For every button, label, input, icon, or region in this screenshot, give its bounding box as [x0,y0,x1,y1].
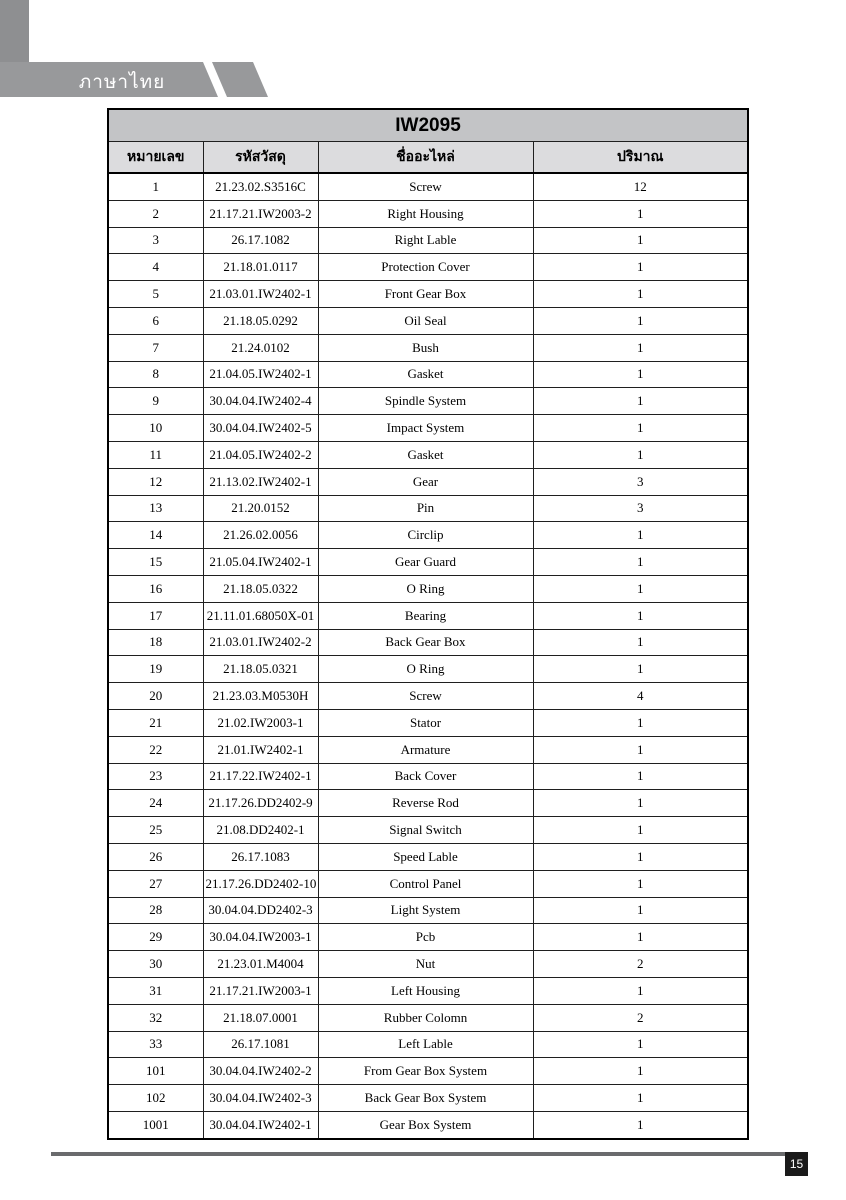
table-cell: Protection Cover [318,254,533,281]
table-cell: 17 [108,602,203,629]
table-row [108,683,748,710]
table-cell: 21.17.26.DD2402-9 [203,790,318,817]
table-cell: 21.05.04.IW2402-1 [203,549,318,576]
table-cell: 26.17.1082 [203,227,318,254]
table-cell: Gasket [318,361,533,388]
table-cell: 28 [108,897,203,924]
table-cell: 1 [533,1031,748,1058]
table-row [108,549,748,576]
table-cell: 21.24.0102 [203,334,318,361]
table-title-row [108,109,748,142]
table-cell: 5 [108,281,203,308]
table-body [108,173,748,1139]
table-cell: 8 [108,361,203,388]
table-cell: From Gear Box System [318,1058,533,1085]
table-cell: 21.18.05.0292 [203,307,318,334]
table-cell: 30.04.04.DD2402-3 [203,897,318,924]
table-cell: 21.17.21.IW2003-2 [203,200,318,227]
table-cell: 33 [108,1031,203,1058]
table-cell: 21.04.05.IW2402-1 [203,361,318,388]
table-cell: 23 [108,763,203,790]
table-row [108,709,748,736]
table-row [108,629,748,656]
table-cell: 24 [108,790,203,817]
table-cell: 18 [108,629,203,656]
table-cell: Stator [318,709,533,736]
table-cell: 3 [533,468,748,495]
table-cell: Armature [318,736,533,763]
table-cell: 22 [108,736,203,763]
column-header-part-name: ชื่ออะไหล่ [318,142,533,174]
language-banner-label: ภาษาไทย [78,72,166,93]
table-cell: 1 [533,254,748,281]
page-number-badge: 15 [785,1152,808,1176]
table-cell: 26 [108,843,203,870]
table-cell: Reverse Rod [318,790,533,817]
table-cell: 4 [533,683,748,710]
table-cell: 20 [108,683,203,710]
table-cell: 21.08.DD2402-1 [203,817,318,844]
table-cell: 30.04.04.IW2402-1 [203,1111,318,1138]
table-cell: 2 [533,951,748,978]
table-cell: 30 [108,951,203,978]
table-row [108,817,748,844]
table-cell: 21.20.0152 [203,495,318,522]
column-header-quantity: ปริมาณ [533,142,748,174]
table-cell: Pin [318,495,533,522]
table-cell: 9 [108,388,203,415]
table-row [108,334,748,361]
header-decoration [0,0,300,110]
table-row [108,227,748,254]
table-cell: 12 [108,468,203,495]
table-cell: 1 [533,522,748,549]
table-cell: 1 [533,736,748,763]
table-cell: 1 [533,629,748,656]
table-cell: 2 [108,200,203,227]
table-cell: 1 [108,173,203,200]
table-cell: 1 [533,843,748,870]
table-row [108,281,748,308]
table-cell: 30.04.04.IW2003-1 [203,924,318,951]
table-row [108,602,748,629]
table-cell: 16 [108,575,203,602]
table-cell: 3 [533,495,748,522]
column-header-number: หมายเลข [108,142,203,174]
table-cell: 3 [108,227,203,254]
table-cell: Bearing [318,602,533,629]
table-row [108,522,748,549]
table-cell: 102 [108,1085,203,1112]
table-cell: Spindle System [318,388,533,415]
table-cell: Gear [318,468,533,495]
table-cell: 26.17.1081 [203,1031,318,1058]
table-cell: 6 [108,307,203,334]
table-row [108,307,748,334]
table-cell: 26.17.1083 [203,843,318,870]
table-row [108,763,748,790]
table-cell: O Ring [318,575,533,602]
table-cell: 1 [533,575,748,602]
table-cell: 1 [533,763,748,790]
table-cell: 21.03.01.IW2402-1 [203,281,318,308]
table-cell: 7 [108,334,203,361]
table-cell: 21.18.01.0117 [203,254,318,281]
table-cell: 21.23.03.M0530H [203,683,318,710]
table-cell: Gear Guard [318,549,533,576]
table-cell: 1 [533,790,748,817]
table-cell: 21.18.05.0322 [203,575,318,602]
table-cell: 19 [108,656,203,683]
table-cell: Right Housing [318,200,533,227]
table-cell: Control Panel [318,870,533,897]
table-cell: 21.01.IW2402-1 [203,736,318,763]
table-cell: Left Housing [318,977,533,1004]
table-cell: 1 [533,602,748,629]
table-cell: Left Lable [318,1031,533,1058]
table-cell: 1 [533,200,748,227]
table-cell: 1 [533,441,748,468]
table-cell: Speed Lable [318,843,533,870]
table-row [108,468,748,495]
table-row [108,495,748,522]
table-cell: Impact System [318,415,533,442]
table-cell: Back Cover [318,763,533,790]
table-cell: 32 [108,1004,203,1031]
table-cell: 1 [533,549,748,576]
table-cell: 1 [533,334,748,361]
table-cell: Back Gear Box System [318,1085,533,1112]
table-row [108,415,748,442]
table-cell: 1 [533,897,748,924]
footer-rule [51,1152,807,1156]
table-cell: 13 [108,495,203,522]
table-row [108,951,748,978]
parts-table [107,108,749,1140]
table-row [108,1111,748,1138]
table-row [108,388,748,415]
table-cell: O Ring [318,656,533,683]
table-cell: Bush [318,334,533,361]
table-row [108,924,748,951]
table-cell: 2 [533,1004,748,1031]
table-cell: Right Lable [318,227,533,254]
table-cell: 11 [108,441,203,468]
table-cell: 1 [533,361,748,388]
table-cell: Light System [318,897,533,924]
table-cell: Gasket [318,441,533,468]
table-row [108,790,748,817]
table-cell: 10 [108,415,203,442]
table-cell: 21.23.01.M4004 [203,951,318,978]
column-header-material-code: รหัสวัสดุ [203,142,318,174]
table-row [108,656,748,683]
table-cell: 21.17.22.IW2402-1 [203,763,318,790]
table-cell: 21.18.07.0001 [203,1004,318,1031]
table-cell: 1 [533,1111,748,1138]
table-cell: 21.17.26.DD2402-10 [203,870,318,897]
table-cell: 1 [533,924,748,951]
table-cell: Nut [318,951,533,978]
table-cell: 21.11.01.68050X-01 [203,602,318,629]
table-cell: 12 [533,173,748,200]
table-cell: Rubber Colomn [318,1004,533,1031]
table-cell: 4 [108,254,203,281]
table-cell: 21 [108,709,203,736]
table-cell: 1 [533,817,748,844]
table-title: IW2095 [108,109,748,142]
table-cell: Screw [318,173,533,200]
table-row [108,441,748,468]
table-cell: 30.04.04.IW2402-2 [203,1058,318,1085]
table-cell: Front Gear Box [318,281,533,308]
table-cell: Signal Switch [318,817,533,844]
table-cell: 21.26.02.0056 [203,522,318,549]
table-cell: 1 [533,1058,748,1085]
table-cell: Pcb [318,924,533,951]
table-cell: 27 [108,870,203,897]
table-cell: 15 [108,549,203,576]
table-cell: 29 [108,924,203,951]
table-cell: 1 [533,709,748,736]
table-row [108,361,748,388]
table-cell: 21.04.05.IW2402-2 [203,441,318,468]
column-header-row [108,142,748,174]
table-row [108,1058,748,1085]
table-cell: Back Gear Box [318,629,533,656]
table-cell: 21.17.21.IW2003-1 [203,977,318,1004]
table-cell: Circlip [318,522,533,549]
table-row [108,736,748,763]
table-cell: 30.04.04.IW2402-4 [203,388,318,415]
table-row [108,1031,748,1058]
table-cell: 21.02.IW2003-1 [203,709,318,736]
banner-stripe [212,62,268,97]
table-cell: 30.04.04.IW2402-5 [203,415,318,442]
table-row [108,977,748,1004]
table-cell: 1 [533,870,748,897]
table-cell: 31 [108,977,203,1004]
table-row [108,173,748,200]
table-row [108,897,748,924]
table-cell: 101 [108,1058,203,1085]
table-row [108,575,748,602]
table-cell: 21.18.05.0321 [203,656,318,683]
table-row [108,200,748,227]
table-cell: 1 [533,415,748,442]
table-cell: 1 [533,977,748,1004]
table-cell: 1 [533,281,748,308]
table-cell: 1 [533,388,748,415]
table-cell: 1 [533,1085,748,1112]
table-cell: Oil Seal [318,307,533,334]
table-row [108,870,748,897]
table-cell: Gear Box System [318,1111,533,1138]
table-cell: 1001 [108,1111,203,1138]
table-cell: 21.13.02.IW2402-1 [203,468,318,495]
table-row [108,1085,748,1112]
table-cell: 1 [533,307,748,334]
table-cell: 30.04.04.IW2402-3 [203,1085,318,1112]
table-row [108,843,748,870]
table-cell: 1 [533,656,748,683]
table-row [108,254,748,281]
table-cell: Screw [318,683,533,710]
table-cell: 25 [108,817,203,844]
table-cell: 1 [533,227,748,254]
table-cell: 21.03.01.IW2402-2 [203,629,318,656]
table-cell: 14 [108,522,203,549]
table-cell: 21.23.02.S3516C [203,173,318,200]
table-row [108,1004,748,1031]
